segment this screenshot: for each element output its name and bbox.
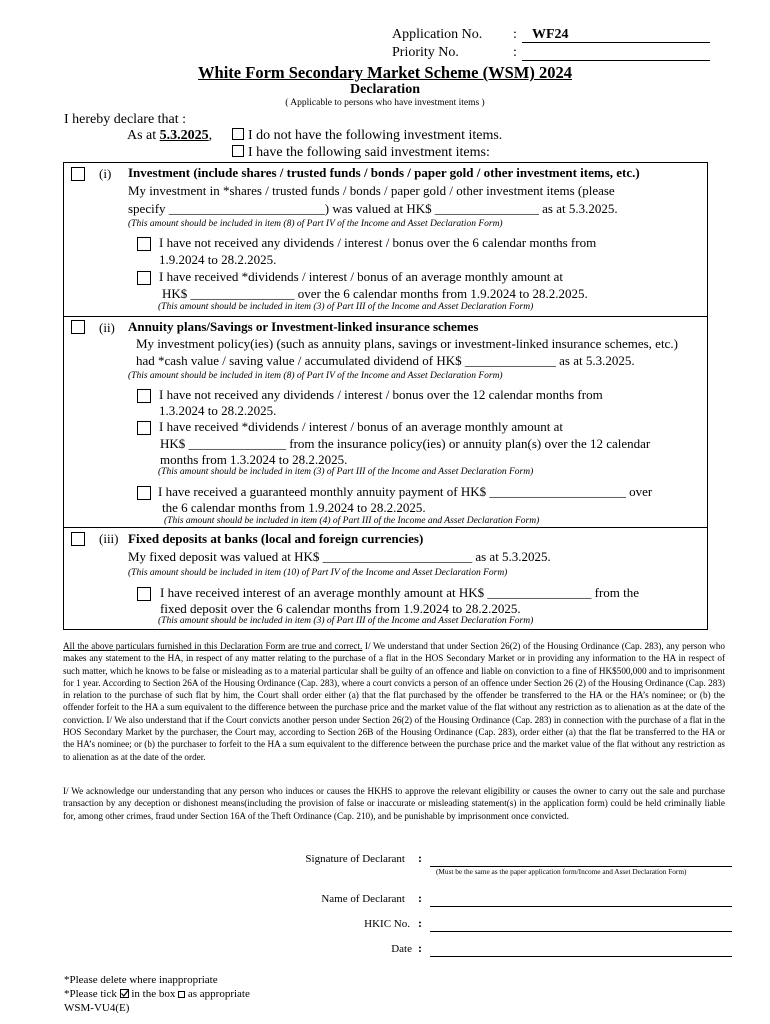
section-ii-opt2-cont: HK$ _______________ from the insurance policy(ies) or annuity plan(s) over the 12 calendar xyxy=(160,436,651,451)
option-have-items-checkbox[interactable] xyxy=(232,145,244,157)
date-label: Date xyxy=(391,943,412,955)
section-ii-num: (ii) xyxy=(99,320,115,335)
section-iii-num: (iii) xyxy=(99,531,119,546)
section-ii-checkbox[interactable] xyxy=(71,320,85,334)
date-field[interactable] xyxy=(430,955,732,957)
section-i-opt2-checkbox[interactable] xyxy=(137,271,151,285)
option-no-items-checkbox[interactable] xyxy=(232,128,244,140)
section-iii-checkbox[interactable] xyxy=(71,532,85,546)
priority-no-field[interactable] xyxy=(522,45,710,61)
section-iii-heading: Fixed deposits at banks (local and foreign currencies) xyxy=(128,531,424,546)
section-iii-opt1-checkbox[interactable] xyxy=(137,587,151,601)
section-ii-opt3: I have received a guaranteed monthly annuity payment of HK$ _____________________ over xyxy=(158,484,653,499)
section-ii-heading: Annuity plans/Savings or Investment-linked insurance schemes xyxy=(128,319,479,334)
name-field[interactable] xyxy=(430,905,732,907)
application-no-label: Application No. xyxy=(392,27,483,42)
section-i-opt1-checkbox[interactable] xyxy=(137,237,151,251)
form-title: White Form Secondary Market Scheme (WSM) 2024 xyxy=(198,63,572,82)
section-iii-opt1-cont: fixed deposit over the 6 calendar months from 1.9.2024 to 28.2.2025. xyxy=(160,601,521,616)
section-ii-opt3-checkbox[interactable] xyxy=(137,486,151,500)
declaration-paragraph-2: I/ We acknowledge our understanding that any person who induces or causes the HKHS to approve the relevant eligibility or causes the owner to carry out the sale and purchase transaction by any deception or dishonest means(including the provision of false or inaccurate or misleading statement(s) in the application form) could be held criminally liable for, among other crimes, fraud under Section 16A of the Theft Ordinance (Cap. 210), and be punishable by imprisonment once convicted. xyxy=(63,786,725,821)
section-i-opt1: I have not received any dividends / interest / bonus over the 6 calendar months from xyxy=(159,235,597,250)
option-have-items-label: I have the following said investment items: xyxy=(248,145,490,160)
section-i-note2: (This amount should be included in item (3) of Part III of the Income and Asset Declaration Form) xyxy=(158,302,534,312)
footer-note-2 xyxy=(64,988,250,1000)
footer-note-2-suffix: as appropriate xyxy=(187,988,250,1000)
declaration-underlined: All the above particulars furnished in this Declaration Form are true and correct. xyxy=(63,641,363,651)
section-ii-line2: had *cash value / saving value / accumulated dividend of HK$ ______________ as at 5.3.2025. xyxy=(136,353,635,368)
date-colon: : xyxy=(418,941,422,955)
priority-no-label: Priority No. xyxy=(392,45,459,60)
application-no-field[interactable]: WF24 xyxy=(522,27,710,43)
section-i-checkbox[interactable] xyxy=(71,167,85,181)
signature-label: Signature of Declarant xyxy=(305,853,405,865)
section-ii-opt1-checkbox[interactable] xyxy=(137,389,151,403)
name-colon: : xyxy=(418,891,422,905)
section-ii-opt2: I have received *dividends / interest / bonus of an average monthly amount at xyxy=(159,419,563,434)
declaration-paragraph-1 xyxy=(63,640,725,763)
hkic-field[interactable] xyxy=(430,930,732,932)
priority-no-colon: : xyxy=(513,45,517,60)
section-i-line2: specify ________________________) was valued at HK$ ________________ as at 5.3.2025. xyxy=(128,201,618,216)
section-ii-note2: (This amount should be included in item (3) of Part III of the Income and Asset Declaration Form) xyxy=(158,467,534,477)
section-iii-opt1: I have received interest of an average monthly amount at HK$ ________________ from the xyxy=(160,585,640,600)
section-ii-line1: My investment policy(ies) (such as annuity plans, savings or investment-linked insurance schemes, etc.) xyxy=(136,336,678,351)
footer-note-1: *Please delete where inappropriate xyxy=(64,974,218,986)
empty-box-icon xyxy=(178,991,185,998)
as-at-prefix: As at xyxy=(127,128,157,143)
section-iii-line1: My fixed deposit was valued at HK$ _______________________ as at 5.3.2025. xyxy=(128,549,551,564)
section-i-note1: (This amount should be included in item (8) of Part IV of the Income and Asset Declaration Form) xyxy=(128,219,503,229)
tick-box-icon xyxy=(120,989,129,998)
name-label: Name of Declarant xyxy=(321,893,405,905)
applicable-note: ( Applicable to persons who have investment items ) xyxy=(285,98,485,108)
declare-intro: I hereby declare that : xyxy=(64,112,187,127)
section-ii-note3: (This amount should be included in item (4) of Part III of the Income and Asset Declaration Form) xyxy=(164,516,540,526)
option-no-items[interactable] xyxy=(232,128,502,144)
declaration-paragraph-1-text: I/ We understand that under Section 26(2) of the Housing Ordinance (Cap. 283), any person who makes any statement to the HA, in respect of any matter relating to the purchase of a flat in the HOS Secondary Market or in providing any information to the HA in respect of such matter, which he knows to be false or misleading as to a material particular shall be guilty of an offence and liable on conviction to a fine of HK$500,000 and to imprisonment for 1 year. According to Section 26A of the Housing Ordinance (Cap. 283), where a court convicts a person of an offence under Section 26 (2) of the Housing Ordinance (Cap. 283) in relation to the purchase of such flat by him, the Court shall order either (a) that the flat purchased by the offender be transferred to the HA or the HA’s nominee; or (b) the offender forfeit to the HA a sum equivalent to the difference between the purchase price and the market value of the flat without any restriction as to alienation as at the date of the conviction. I/ We also understand that if the Court convicts another person under Section 26(2) of the Housing Ordinance (Cap. 283) in connection with the purchase of a flat in the HOS Secondary Market by the purchaser, the Court may, according to Section 26B of the Housing Ordinance (Cap. 283), order either (a) that the flat be transferred to the HA or the HA’s nominee; or (b) the purchaser to forfeit to the HA a sum equivalent to the difference between the purchase price and the market value of the flat without any restriction as to alienation as at the date of the order. xyxy=(63,641,726,762)
section-i-heading: Investment (include shares / trusted funds / bonds / paper gold / other investment items, etc.) xyxy=(128,165,640,180)
form-subtitle: Declaration xyxy=(350,82,420,97)
footer-note-2-mid: in the box xyxy=(131,988,176,1000)
footer-note-2-prefix: *Please tick xyxy=(64,988,117,1000)
option-no-items-label: I do not have the following investment items. xyxy=(248,128,503,143)
section-iii-note2: (This amount should be included in item (3) of Part III of the Income and Asset Declaration Form) xyxy=(158,616,534,626)
section-i-opt2-cont: HK$ ________________ over the 6 calendar months from 1.9.2024 to 28.2.2025. xyxy=(162,286,588,301)
section-iii-note1: (This amount should be included in item (10) of Part IV of the Income and Asset Declaration Form) xyxy=(128,568,508,578)
signature-colon: : xyxy=(418,851,422,865)
section-i-line1: My investment in *shares / trusted funds / bonds / paper gold / other investment items (please xyxy=(128,183,615,198)
hkic-colon: : xyxy=(418,916,422,930)
section-i-opt1-cont: 1.9.2024 to 28.2.2025. xyxy=(159,252,277,267)
section-ii-opt2-checkbox[interactable] xyxy=(137,421,151,435)
section-ii-opt1: I have not received any dividends / interest / bonus over the 12 calendar months from xyxy=(159,387,603,402)
hkic-label: HKIC No. xyxy=(364,918,410,930)
section-i-num: (i) xyxy=(99,166,112,181)
section-ii-opt1-cont: 1.3.2024 to 28.2.2025. xyxy=(159,403,277,418)
section-ii-opt3-cont: the 6 calendar months from 1.9.2024 to 28.2.2025. xyxy=(162,500,426,515)
as-at-suffix: , xyxy=(208,128,213,143)
as-at-line xyxy=(127,128,212,144)
section-ii-note1: (This amount should be included in item (8) of Part IV of the Income and Asset Declaration Form) xyxy=(128,371,503,381)
option-have-items[interactable] xyxy=(232,145,490,161)
section-i-opt2: I have received *dividends / interest / bonus of an average monthly amount at xyxy=(159,269,563,284)
section-ii-opt2-cont2: months from 1.3.2024 to 28.2.2025. xyxy=(160,452,348,467)
signature-note: (Must be the same as the paper application form/Income and Asset Declaration Form) xyxy=(436,867,687,876)
as-at-date: 5.3.2025 xyxy=(159,128,209,143)
application-no-colon: : xyxy=(513,27,517,42)
form-code: WSM-VU4(E) xyxy=(64,1002,130,1014)
